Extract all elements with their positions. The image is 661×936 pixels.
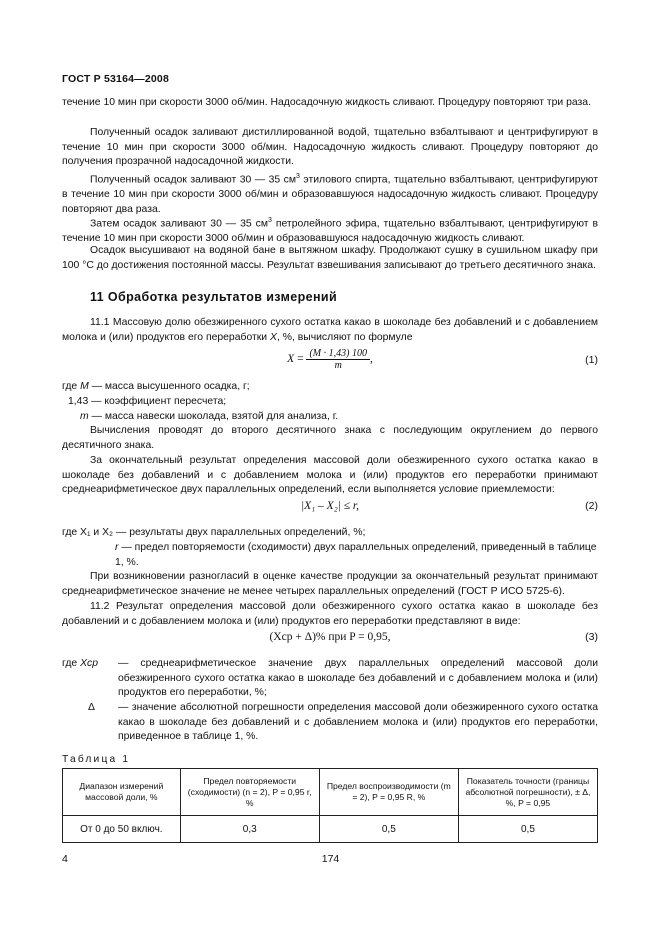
paragraph-final-result: За окончательный результат определения массовой доли обезжиренного сухого остатка какао в шоколаде без добавлений и с добавлением молока и (или) продуктов его переработки принимают среднеарифметическое двух параллельных определений, если выполняется условие приемлемости: (62, 455, 598, 496)
table-header-range: Диапазон измерений массовой доли, % (63, 769, 181, 816)
def-r: r — предел повторяемости (сходимости) двух параллельных определений, приведенный в таблице 1, %. (115, 542, 597, 568)
formula-1-fraction: $\frac{(M \cdot 1,43) 100}{m}$ (306, 348, 370, 371)
paragraph-drying: Осадок высушивают на водяной бане в вытяжном шкафу. Продолжают сушку в сушильном шкафу при 100 °С до достижения постоянной массы. Результат взвешивания записывают до третьего десятичного знака. (62, 245, 598, 271)
formula-3-expression: (Xср + Δ)% при P = 0,95, (269, 631, 391, 643)
table-row (63, 816, 598, 843)
def-delta-label: Δ (88, 702, 95, 713)
formula-1-number: (1) (585, 354, 598, 366)
table-header-repeatability: Предел повторяемости (сходимости) (n = 2), P = 0,95 r, % (180, 769, 319, 816)
table-cell-reproducibility: 0,5 (319, 816, 458, 843)
section-title: 11 Обработка результатов измерений (90, 290, 338, 304)
paragraph-ethyl-alcohol: Полученный осадок заливают 30 — 35 $см^3$ этилового спирта, тщательно взбалтывают, центрифугируют в течение 10 мин при скорости 3000 об/мин и образовавшуюся надосадочную жидкость сливают. Процедуру повторяют два раза. (62, 173, 598, 215)
def-m: m — масса навески шоколада, взятой для анализа, г. (80, 411, 339, 422)
formula-1-expression: X = $\frac{(M \cdot 1,43) 100}{m}$ , (287, 348, 373, 371)
formula-2 (62, 500, 598, 526)
paragraph-distilled-water: Полученный осадок заливают дистиллированной водой, тщательно взбалтывают и центрифугируют в течение 10 мин при скорости 3000 об/мин. Надосадочную жидкость сливают. Процедуру повторяют до получения прозрачной надосадочной жидкости. (62, 127, 598, 168)
precision-table (62, 768, 598, 843)
table-cell-repeatability: 0,3 (180, 816, 319, 843)
formula-2-expression: |X₁ – X₂| ≤ r, (300, 500, 359, 512)
def-xcp-text: — среднеарифметическое значение двух параллельных определений массовой доли обезжиренного сухого остатка какао в шоколаде без добавлений и с добавлением молока и (или) продуктов его переработки, %; (118, 658, 598, 699)
page-number: 4 (62, 853, 68, 865)
table-cell-accuracy: 0,5 (458, 816, 597, 843)
table-header-row (63, 769, 598, 816)
formula-2-number: (2) (585, 500, 598, 512)
def-x1-x2: где X₁ и X₂ — результаты двух параллельных определений, %; (62, 527, 366, 538)
paragraph-petroleum-ether: Затем осадок заливают 30 — 35 $см^3$ петролейного эфира, тщательно взбалтывают, центрифугируют в течение 10 мин при скорости 3000 об/мин и образовавшуюся надосадочную жидкость сливают. (62, 217, 598, 245)
def-M: где M — масса высушенного осадка, г; (62, 381, 250, 392)
def-coefficient: 1,43 — коэффициент пересчета; (68, 396, 227, 407)
sheet-number: 174 (321, 853, 340, 865)
table-caption: Таблица 1 (62, 754, 131, 765)
formula-3 (62, 631, 598, 657)
standard-header: ГОСТ Р 53164—2008 (62, 73, 170, 85)
paragraph-calculation: Вычисления проводят до второго десятичного знака с последующим округлением до первого десятичного знака. (62, 425, 598, 451)
paragraph-dispute: При возникновении разногласий в оценке качестве продукции за окончательный результат принимают среднеарифметическое значение не менее четырех параллельных определений (ГОСТ Р ИСО 5725-6). (62, 571, 598, 597)
def-xcp-label: где Xср (62, 658, 98, 669)
formula-3-number: (3) (585, 631, 598, 643)
paragraph-11-1: 11.1 Массовую долю обезжиренного сухого остатка какао в шоколаде без добавлений и с добавлением молока и (или) продуктов его переработки X, %, вычисляют по формуле (62, 317, 598, 343)
table-cell-range: От 0 до 50 включ. (63, 816, 181, 843)
table-header-accuracy: Показатель точности (границы абсолютной погрешности), ± Δ, %, P = 0,95 (458, 769, 597, 816)
paragraph-continued: течение 10 мин при скорости 3000 об/мин. Надосадочную жидкость сливают. Процедуру повторяют три раза. (62, 97, 591, 108)
def-delta-text: — значение абсолютной погрешности определения массовой доли обезжиренного сухого остатка какао в шоколаде без добавлений и с добавлением молока и (или) продуктов его переработки, приведенное в таблице 1, %. (118, 702, 598, 743)
table-header-reproducibility: Предел воспроизводимости (m = 2), P = 0,95 R, % (319, 769, 458, 816)
formula-1 (62, 348, 598, 374)
paragraph-11-2: 11.2 Результат определения массовой доли обезжиренного сухого остатка какао в шоколаде без добавлений и с добавлением молока и (или) продуктов его переработки представляют в виде: (62, 601, 598, 627)
